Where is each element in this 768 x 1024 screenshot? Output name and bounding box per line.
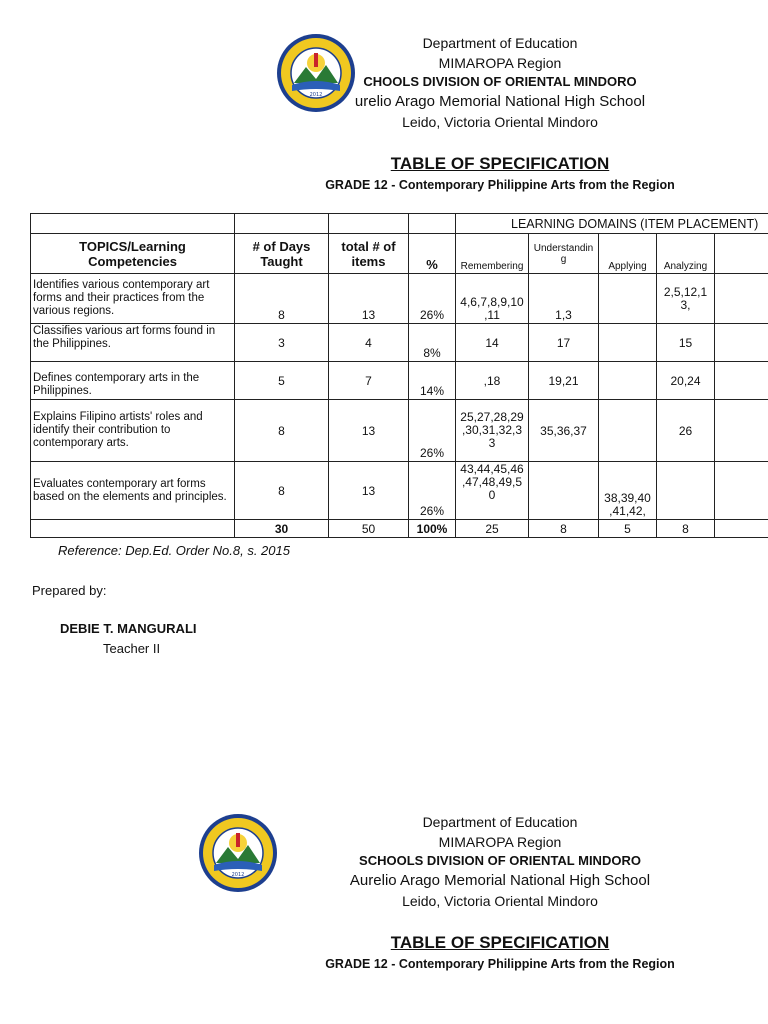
days-cell: 5 <box>235 362 329 400</box>
understanding-cell: 35,36,37 <box>529 400 599 462</box>
understanding-cell: 1,3 <box>529 274 599 324</box>
table-header-row-top <box>31 214 768 234</box>
page-title: TABLE OF SPECIFICATION <box>390 154 610 173</box>
applying-column-header: Applying <box>599 234 657 274</box>
items-cell: 7 <box>329 362 409 400</box>
total-remembering-cell: 25 <box>456 520 529 538</box>
understanding-cell: 17 <box>529 324 599 362</box>
page-title: TABLE OF SPECIFICATION <box>390 933 610 952</box>
total-analyzing-cell: 8 <box>657 520 715 538</box>
table-row <box>31 400 768 462</box>
percent-column-header: % <box>409 234 456 274</box>
header-address: Leido, Victoria Oriental Mindoro <box>402 893 598 909</box>
items-cell: 13 <box>329 400 409 462</box>
applying-cell <box>599 274 657 324</box>
page-subtitle: GRADE 12 - Contemporary Philippine Arts from the Region <box>325 178 675 192</box>
page-subtitle: GRADE 12 - Contemporary Philippine Arts from the Region <box>325 957 675 971</box>
remembering-cell: 4,6,7,8,9,10 ,11 <box>456 274 529 324</box>
understanding-column-header: Understandin g <box>529 234 599 274</box>
topic-cell: Classifies various art forms found in the Philippines. <box>31 324 235 362</box>
understanding-cell: 19,21 <box>529 362 599 400</box>
remembering-column-header: Remembering <box>456 234 529 274</box>
topics-column-header: TOPICS/Learning Competencies <box>31 234 235 274</box>
applying-cell <box>599 362 657 400</box>
days-column-header: # of Days Taught <box>235 234 329 274</box>
analyzing-cell <box>657 462 715 520</box>
analyzing-cell: 20,24 <box>657 362 715 400</box>
prepared-by-label: Prepared by: <box>32 583 107 598</box>
topic-cell: Identifies various contemporary art forms and their practices from the various regions. <box>31 274 235 324</box>
percent-cell: 26% <box>409 462 456 520</box>
header-region: MIMAROPA Region <box>438 834 562 850</box>
topic-cell: Explains Filipino artists' roles and identify their contribution to contemporary arts. <box>31 400 235 462</box>
table-row <box>31 274 768 324</box>
percent-cell: 26% <box>409 274 456 324</box>
table-row <box>31 362 768 400</box>
specification-table <box>30 213 768 538</box>
total-understanding-cell: 8 <box>529 520 599 538</box>
analyzing-column-header: Analyzing <box>657 234 715 274</box>
reference-note: Reference: Dep.Ed. Order No.8, s. 2015 <box>58 543 290 558</box>
items-cell: 13 <box>329 462 409 520</box>
applying-cell: 38,39,40 ,41,42, <box>599 462 657 520</box>
percent-cell: 14% <box>409 362 456 400</box>
analyzing-cell: 26 <box>657 400 715 462</box>
days-cell: 8 <box>235 274 329 324</box>
learning-domains-header: LEARNING DOMAINS (ITEM PLACEMENT) <box>456 214 768 234</box>
analyzing-cell: 15 <box>657 324 715 362</box>
topic-cell: Defines contemporary arts in the Philippines. <box>31 362 235 400</box>
header-school: urelio Arago Memorial National High School <box>354 93 646 110</box>
svg-text:2012: 2012 <box>231 872 245 878</box>
header-division: CHOOLS DIVISION OF ORIENTAL MINDORO <box>363 74 637 89</box>
remembering-cell: ,18 <box>456 362 529 400</box>
total-items-cell: 50 <box>329 520 409 538</box>
header-region: MIMAROPA Region <box>438 55 562 71</box>
items-cell: 13 <box>329 274 409 324</box>
items-cell: 4 <box>329 324 409 362</box>
understanding-cell <box>529 462 599 520</box>
days-cell: 8 <box>235 400 329 462</box>
header-address: Leido, Victoria Oriental Mindoro <box>402 114 598 130</box>
header-department: Department of Education <box>422 814 578 830</box>
preparer-role: Teacher II <box>103 641 161 656</box>
topic-cell: Evaluates contemporary art forms based on the elements and principles. <box>31 462 235 520</box>
header-division: SCHOOLS DIVISION OF ORIENTAL MINDORO <box>359 853 641 868</box>
remembering-cell: 25,27,28,29 ,30,31,32,3 3 <box>456 400 529 462</box>
preparer-name: DEBIE T. MANGURALI <box>60 621 197 636</box>
days-cell: 8 <box>235 462 329 520</box>
items-column-header: total # of items <box>329 234 409 274</box>
applying-cell <box>599 324 657 362</box>
remembering-cell: 14 <box>456 324 529 362</box>
days-cell: 3 <box>235 324 329 362</box>
svg-text:2012: 2012 <box>309 92 323 98</box>
percent-cell: 8% <box>409 324 456 362</box>
total-applying-cell: 5 <box>599 520 657 538</box>
table-header-row <box>31 234 768 274</box>
header-school: Aurelio Arago Memorial National High School <box>349 872 651 889</box>
remembering-cell: 43,44,45,46 ,47,48,49,5 0 <box>456 462 529 520</box>
table-row <box>31 462 768 520</box>
total-days-cell: 30 <box>235 520 329 538</box>
header-department: Department of Education <box>422 35 578 51</box>
table-total-row <box>31 520 768 538</box>
applying-cell <box>599 400 657 462</box>
total-percent-cell: 100% <box>409 520 456 538</box>
percent-cell: 26% <box>409 400 456 462</box>
table-row <box>31 324 768 362</box>
analyzing-cell: 2,5,12,1 3, <box>657 274 715 324</box>
specification-table-container <box>30 213 768 543</box>
